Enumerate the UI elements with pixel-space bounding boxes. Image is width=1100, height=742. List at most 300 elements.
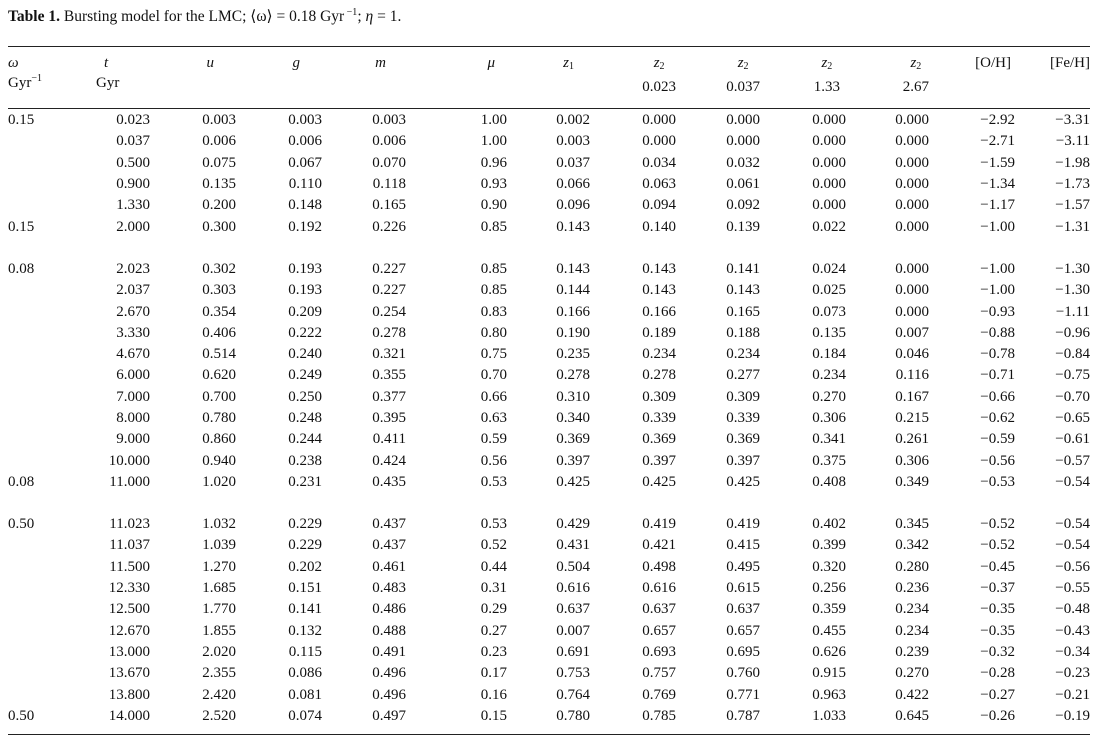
cell-z2b: 0.425 bbox=[726, 473, 760, 490]
cell-z2b: 0.188 bbox=[726, 324, 760, 341]
cell-u: 1.855 bbox=[202, 622, 236, 639]
cell-z1: 0.166 bbox=[556, 303, 590, 320]
cell-oh: −1.00 bbox=[980, 218, 1015, 235]
cell-z1: 0.637 bbox=[556, 601, 590, 618]
cell-u: 0.003 bbox=[202, 112, 236, 129]
caption-label: Table 1. bbox=[8, 8, 60, 25]
cell-feh: −0.75 bbox=[1055, 367, 1090, 384]
cell-z2b: 0.495 bbox=[726, 558, 760, 575]
cell-u: 1.685 bbox=[202, 580, 236, 597]
cell-oh: −1.59 bbox=[980, 154, 1015, 171]
table-row bbox=[8, 578, 1090, 599]
cell-m: 0.278 bbox=[372, 324, 406, 341]
cell-u: 1.032 bbox=[202, 516, 236, 533]
cell-t: 0.037 bbox=[116, 133, 150, 150]
cell-t: 13.000 bbox=[108, 643, 150, 660]
cell-z1: 0.431 bbox=[556, 537, 590, 554]
cell-t: 11.000 bbox=[109, 473, 150, 490]
caption-text-c: = 1. bbox=[373, 8, 402, 25]
cell-feh: −0.54 bbox=[1055, 473, 1090, 490]
cell-t: 4.670 bbox=[116, 346, 150, 363]
cell-z2c: 0.375 bbox=[812, 452, 846, 469]
cell-m: 0.437 bbox=[372, 537, 406, 554]
cell-z2b: 0.000 bbox=[726, 112, 760, 129]
cell-z2b: 0.092 bbox=[726, 197, 760, 214]
cell-z1: 0.340 bbox=[556, 410, 590, 426]
col-header-feh: [Fe/H] bbox=[1050, 55, 1090, 71]
cell-omega bbox=[8, 174, 96, 195]
cell-u: 0.200 bbox=[202, 197, 236, 214]
cell-z2d: 0.234 bbox=[895, 622, 929, 639]
cell-g: 0.222 bbox=[288, 324, 322, 341]
cell-m: 0.496 bbox=[372, 686, 406, 703]
table-row bbox=[8, 153, 1090, 174]
cell-oh: −0.78 bbox=[980, 346, 1015, 363]
cell-z2c: 0.000 bbox=[812, 112, 846, 129]
cell-z2c: 0.256 bbox=[812, 580, 846, 597]
cell-z2c: 0.270 bbox=[812, 388, 846, 405]
cell-m: 0.395 bbox=[372, 410, 406, 426]
cell-z2d: 0.046 bbox=[895, 346, 929, 363]
cell-t: 9.000 bbox=[116, 431, 150, 448]
cell-u: 0.354 bbox=[202, 303, 236, 320]
cell-z2b: 0.787 bbox=[726, 707, 760, 724]
cell-omega bbox=[8, 429, 96, 450]
cell-z2a: 0.616 bbox=[642, 580, 676, 597]
cell-z2c: 0.402 bbox=[812, 516, 846, 533]
cell-z1: 0.235 bbox=[556, 346, 590, 363]
cell-z2a: 0.034 bbox=[642, 154, 676, 171]
cell-z2c: 0.184 bbox=[812, 346, 846, 363]
table-row bbox=[8, 663, 1090, 684]
cell-z2d: 0.000 bbox=[895, 176, 929, 193]
cell-z2a: 0.785 bbox=[642, 707, 676, 724]
cell-oh: −0.35 bbox=[980, 622, 1015, 639]
cell-oh: −1.00 bbox=[980, 260, 1015, 277]
cell-mu: 0.80 bbox=[480, 324, 507, 341]
top-rule bbox=[8, 46, 1090, 47]
cell-t: 2.670 bbox=[116, 303, 150, 320]
cell-mu: 0.66 bbox=[480, 388, 507, 405]
cell-g: 0.244 bbox=[288, 431, 322, 448]
table-row bbox=[8, 450, 1090, 471]
cell-z2a: 0.309 bbox=[642, 388, 676, 405]
cell-m: 0.377 bbox=[372, 388, 406, 405]
cell-z2d: 0.000 bbox=[895, 303, 929, 320]
caption-sup: −1 bbox=[344, 7, 358, 18]
table-row bbox=[8, 706, 1090, 727]
cell-z2c: 0.359 bbox=[812, 601, 846, 618]
cell-m: 0.411 bbox=[372, 431, 406, 448]
cell-omega bbox=[8, 621, 96, 642]
group-spacer-row bbox=[8, 238, 1090, 259]
cell-omega: 0.15 bbox=[8, 112, 35, 129]
cell-omega bbox=[8, 684, 96, 705]
cell-z2a: 0.166 bbox=[642, 303, 676, 320]
cell-oh: −0.66 bbox=[980, 388, 1015, 405]
cell-g: 0.151 bbox=[288, 580, 322, 597]
cell-t: 13.800 bbox=[108, 686, 150, 703]
cell-u: 0.620 bbox=[202, 367, 236, 384]
cell-omega bbox=[8, 450, 96, 471]
cell-t: 1.330 bbox=[116, 197, 150, 214]
col-header-oh: [O/H] bbox=[975, 55, 1011, 71]
cell-z2b: 0.032 bbox=[726, 154, 760, 171]
cell-g: 0.148 bbox=[288, 197, 322, 214]
cell-g: 0.067 bbox=[288, 154, 322, 171]
cell-z2a: 0.189 bbox=[642, 324, 676, 341]
cell-z2d: 0.000 bbox=[895, 133, 929, 150]
cell-mu: 0.56 bbox=[480, 452, 507, 469]
col-header-m: m bbox=[375, 55, 386, 71]
cell-mu: 0.63 bbox=[480, 410, 507, 426]
cell-oh: −0.26 bbox=[980, 707, 1015, 724]
cell-z2c: 0.455 bbox=[812, 622, 846, 639]
group-spacer-row bbox=[8, 493, 1090, 514]
cell-t: 10.000 bbox=[108, 452, 150, 469]
cell-oh: −0.59 bbox=[980, 431, 1015, 448]
cell-z2c: 0.399 bbox=[812, 537, 846, 554]
col-header-z2-a: $z_2$ 0.023 bbox=[642, 55, 676, 95]
cell-z2b: 0.695 bbox=[726, 643, 760, 660]
cell-feh: −0.57 bbox=[1055, 452, 1090, 469]
cell-z2b: 0.139 bbox=[726, 218, 760, 235]
cell-oh: −2.71 bbox=[980, 133, 1015, 150]
cell-t: 2.037 bbox=[116, 282, 150, 299]
cell-m: 0.227 bbox=[372, 260, 406, 277]
cell-oh: −1.34 bbox=[980, 176, 1015, 193]
cell-g: 0.229 bbox=[288, 516, 322, 533]
cell-mu: 0.53 bbox=[480, 516, 507, 533]
cell-z1: 0.143 bbox=[556, 260, 590, 277]
table-row bbox=[8, 110, 1090, 131]
col-header-z1: $z_1$ bbox=[563, 55, 574, 72]
cell-z2a: 0.769 bbox=[642, 686, 676, 703]
cell-mu: 0.85 bbox=[480, 218, 507, 235]
cell-z1: 0.143 bbox=[556, 218, 590, 235]
cell-z1: 0.002 bbox=[556, 112, 590, 129]
table-caption bbox=[8, 6, 401, 28]
cell-t: 6.000 bbox=[116, 367, 150, 384]
cell-z2b: 0.657 bbox=[726, 622, 760, 639]
cell-feh: −0.55 bbox=[1055, 580, 1090, 597]
cell-mu: 0.85 bbox=[480, 260, 507, 277]
cell-omega bbox=[8, 599, 96, 620]
cell-g: 0.115 bbox=[288, 643, 322, 660]
col-header-g: g bbox=[292, 55, 300, 71]
cell-z2b: 0.760 bbox=[726, 665, 760, 682]
cell-omega bbox=[8, 344, 96, 365]
cell-z2c: 0.234 bbox=[812, 367, 846, 384]
table-row bbox=[8, 472, 1090, 493]
cell-z2c: 0.320 bbox=[812, 558, 846, 575]
cell-feh: −1.57 bbox=[1055, 197, 1090, 214]
cell-mu: 0.15 bbox=[480, 707, 507, 724]
cell-mu: 1.00 bbox=[480, 112, 507, 129]
table-row bbox=[8, 621, 1090, 642]
cell-t: 11.037 bbox=[109, 537, 150, 554]
cell-z2b: 0.415 bbox=[726, 537, 760, 554]
cell-feh: −0.54 bbox=[1055, 516, 1090, 533]
table-row bbox=[8, 365, 1090, 386]
cell-oh: −0.93 bbox=[980, 303, 1015, 320]
cell-mu: 0.59 bbox=[480, 431, 507, 448]
cell-z2b: 0.141 bbox=[726, 260, 760, 277]
cell-feh: −1.73 bbox=[1055, 176, 1090, 193]
cell-omega bbox=[8, 301, 96, 322]
cell-z2b: 0.771 bbox=[726, 686, 760, 703]
cell-z2d: 0.306 bbox=[895, 452, 929, 469]
cell-m: 0.003 bbox=[372, 112, 406, 129]
cell-m: 0.437 bbox=[372, 516, 406, 533]
cell-z1: 0.753 bbox=[556, 665, 590, 682]
cell-g: 0.006 bbox=[288, 133, 322, 150]
cell-z2a: 0.234 bbox=[642, 346, 676, 363]
cell-z2b: 0.615 bbox=[726, 580, 760, 597]
cell-z2a: 0.094 bbox=[642, 197, 676, 214]
cell-z1: 0.190 bbox=[556, 324, 590, 341]
col-header-u: u bbox=[206, 55, 214, 71]
table-row bbox=[8, 280, 1090, 301]
cell-mu: 0.90 bbox=[480, 197, 507, 214]
cell-omega bbox=[8, 557, 96, 578]
cell-feh: −0.65 bbox=[1055, 410, 1090, 426]
cell-z1: 0.310 bbox=[556, 388, 590, 405]
cell-feh: −0.21 bbox=[1055, 686, 1090, 703]
cell-u: 0.302 bbox=[202, 260, 236, 277]
table-body bbox=[8, 110, 1090, 727]
table-row bbox=[8, 323, 1090, 344]
cell-z2c: 0.000 bbox=[812, 176, 846, 193]
cell-z2b: 0.277 bbox=[726, 367, 760, 384]
cell-omega bbox=[8, 365, 96, 386]
cell-omega bbox=[8, 280, 96, 301]
cell-oh: −0.88 bbox=[980, 324, 1015, 341]
cell-feh: −1.11 bbox=[1055, 303, 1090, 320]
cell-m: 0.435 bbox=[372, 473, 406, 490]
cell-z2d: 0.007 bbox=[895, 324, 929, 341]
cell-z2a: 0.397 bbox=[642, 452, 676, 469]
table-row bbox=[8, 557, 1090, 578]
cell-mu: 0.52 bbox=[480, 537, 507, 554]
cell-z2d: 0.280 bbox=[895, 558, 929, 575]
cell-t: 12.500 bbox=[108, 601, 150, 618]
cell-t: 7.000 bbox=[116, 388, 150, 405]
cell-m: 0.355 bbox=[372, 367, 406, 384]
cell-z2d: 0.645 bbox=[895, 707, 929, 724]
col-header-z2-d: $z_2$ 2.67 bbox=[902, 55, 929, 95]
cell-t: 0.500 bbox=[116, 154, 150, 171]
cell-u: 0.940 bbox=[202, 452, 236, 469]
cell-m: 0.165 bbox=[372, 197, 406, 214]
cell-z1: 0.616 bbox=[556, 580, 590, 597]
spacer-cell bbox=[8, 493, 1090, 514]
table-row bbox=[8, 514, 1090, 535]
cell-z2d: 0.270 bbox=[895, 665, 929, 682]
cell-oh: −0.56 bbox=[980, 452, 1015, 469]
cell-g: 0.081 bbox=[288, 686, 322, 703]
cell-z2b: 0.369 bbox=[726, 431, 760, 448]
cell-mu: 0.16 bbox=[480, 686, 507, 703]
cell-m: 0.254 bbox=[372, 303, 406, 320]
cell-feh: −0.34 bbox=[1055, 643, 1090, 660]
cell-u: 0.006 bbox=[202, 133, 236, 150]
cell-z2c: 0.963 bbox=[812, 686, 846, 703]
cell-u: 2.355 bbox=[202, 665, 236, 682]
cell-u: 0.300 bbox=[202, 218, 236, 235]
col-header-t: t Gyr bbox=[96, 55, 120, 91]
cell-t: 0.900 bbox=[116, 176, 150, 193]
cell-feh: −0.54 bbox=[1055, 537, 1090, 554]
cell-z2a: 0.657 bbox=[642, 622, 676, 639]
cell-z2b: 0.143 bbox=[726, 282, 760, 299]
cell-t: 13.670 bbox=[108, 665, 150, 682]
cell-g: 0.086 bbox=[288, 665, 322, 682]
cell-mu: 0.53 bbox=[480, 473, 507, 490]
cell-omega: 0.50 bbox=[8, 516, 35, 533]
col-header-omega: ω Gyr$^{-1}$ bbox=[8, 55, 42, 91]
cell-z2d: 0.215 bbox=[895, 410, 929, 426]
cell-z2d: 0.239 bbox=[895, 643, 929, 660]
cell-z2a: 0.339 bbox=[642, 410, 676, 426]
cell-z2d: 0.000 bbox=[895, 282, 929, 299]
cell-z2b: 0.339 bbox=[726, 410, 760, 426]
cell-z2c: 0.341 bbox=[812, 431, 846, 448]
cell-m: 0.424 bbox=[372, 452, 406, 469]
cell-z2d: 0.000 bbox=[895, 197, 929, 214]
cell-z1: 0.429 bbox=[556, 516, 590, 533]
cell-z2a: 0.498 bbox=[642, 558, 676, 575]
cell-omega bbox=[8, 195, 96, 216]
cell-feh: −0.23 bbox=[1055, 665, 1090, 682]
cell-t: 12.330 bbox=[108, 580, 150, 597]
cell-z2b: 0.165 bbox=[726, 303, 760, 320]
cell-g: 0.240 bbox=[288, 346, 322, 363]
cell-z2c: 0.000 bbox=[812, 133, 846, 150]
cell-z1: 0.425 bbox=[556, 473, 590, 490]
cell-z2a: 0.369 bbox=[642, 431, 676, 448]
cell-g: 0.110 bbox=[288, 176, 322, 193]
cell-z2d: 0.000 bbox=[895, 218, 929, 235]
cell-z2a: 0.140 bbox=[642, 218, 676, 235]
cell-mu: 0.17 bbox=[480, 665, 507, 682]
cell-feh: −1.30 bbox=[1055, 282, 1090, 299]
cell-mu: 0.75 bbox=[480, 346, 507, 363]
cell-g: 0.209 bbox=[288, 303, 322, 320]
table-row bbox=[8, 387, 1090, 408]
cell-feh: −0.56 bbox=[1055, 558, 1090, 575]
cell-z2d: 0.234 bbox=[895, 601, 929, 618]
cell-m: 0.227 bbox=[372, 282, 406, 299]
caption-eta: η bbox=[365, 8, 374, 25]
cell-m: 0.488 bbox=[372, 622, 406, 639]
cell-g: 0.238 bbox=[288, 452, 322, 469]
cell-z2a: 0.063 bbox=[642, 176, 676, 193]
cell-feh: −0.84 bbox=[1055, 346, 1090, 363]
cell-z2c: 1.033 bbox=[812, 707, 846, 724]
cell-z2a: 0.637 bbox=[642, 601, 676, 618]
cell-mu: 0.23 bbox=[480, 643, 507, 660]
cell-g: 0.250 bbox=[288, 388, 322, 405]
cell-z2b: 0.234 bbox=[726, 346, 760, 363]
cell-feh: −3.11 bbox=[1055, 133, 1090, 150]
cell-g: 0.193 bbox=[288, 282, 322, 299]
cell-oh: −0.32 bbox=[980, 643, 1015, 660]
cell-u: 0.700 bbox=[202, 388, 236, 405]
cell-t: 3.330 bbox=[116, 324, 150, 341]
cell-mu: 1.00 bbox=[480, 133, 507, 150]
cell-u: 2.420 bbox=[202, 686, 236, 703]
cell-mu: 0.93 bbox=[480, 176, 507, 193]
header-row bbox=[8, 49, 1090, 110]
cell-oh: −0.62 bbox=[980, 410, 1015, 426]
cell-u: 0.075 bbox=[202, 154, 236, 171]
table-row bbox=[8, 216, 1090, 237]
cell-omega bbox=[8, 642, 96, 663]
cell-z2a: 0.143 bbox=[642, 282, 676, 299]
table-row bbox=[8, 429, 1090, 450]
cell-z1: 0.066 bbox=[556, 176, 590, 193]
cell-z2d: 0.349 bbox=[895, 473, 929, 490]
cell-z2a: 0.425 bbox=[642, 473, 676, 490]
cell-omega: 0.08 bbox=[8, 260, 35, 277]
cell-z1: 0.780 bbox=[556, 707, 590, 724]
caption-text-a: Bursting model for the LMC; ⟨ω⟩ = 0.18 Gyr bbox=[59, 8, 345, 25]
cell-z2b: 0.061 bbox=[726, 176, 760, 193]
cell-z1: 0.764 bbox=[556, 686, 590, 703]
cell-z2c: 0.073 bbox=[812, 303, 846, 320]
cell-z2a: 0.419 bbox=[642, 516, 676, 533]
cell-feh: −0.96 bbox=[1055, 324, 1090, 341]
cell-z2b: 0.637 bbox=[726, 601, 760, 618]
cell-g: 0.193 bbox=[288, 260, 322, 277]
bottom-rule bbox=[8, 734, 1090, 735]
cell-oh: −0.45 bbox=[980, 558, 1015, 575]
table-row bbox=[8, 344, 1090, 365]
cell-u: 2.020 bbox=[202, 643, 236, 660]
cell-feh: −1.98 bbox=[1055, 154, 1090, 171]
cell-z2d: 0.345 bbox=[895, 516, 929, 533]
spacer-cell bbox=[8, 238, 1090, 259]
cell-oh: −0.53 bbox=[980, 473, 1015, 490]
cell-u: 1.270 bbox=[202, 558, 236, 575]
cell-z2a: 0.278 bbox=[642, 367, 676, 384]
col-header-z2-b: $z_2$ 0.037 bbox=[726, 55, 760, 95]
cell-z2c: 0.915 bbox=[812, 665, 846, 682]
cell-z2a: 0.143 bbox=[642, 260, 676, 277]
cell-feh: −3.31 bbox=[1055, 112, 1090, 129]
cell-z2d: 0.236 bbox=[895, 580, 929, 597]
cell-oh: −0.28 bbox=[980, 665, 1015, 682]
cell-m: 0.483 bbox=[372, 580, 406, 597]
cell-mu: 0.44 bbox=[480, 558, 507, 575]
cell-u: 1.039 bbox=[202, 537, 236, 554]
cell-u: 0.514 bbox=[202, 346, 236, 363]
table-row bbox=[8, 195, 1090, 216]
cell-u: 0.406 bbox=[202, 324, 236, 341]
cell-m: 0.491 bbox=[372, 643, 406, 660]
cell-z2b: 0.000 bbox=[726, 133, 760, 150]
cell-omega bbox=[8, 153, 96, 174]
cell-z1: 0.007 bbox=[556, 622, 590, 639]
cell-oh: −2.92 bbox=[980, 112, 1015, 129]
cell-t: 2.000 bbox=[116, 218, 150, 235]
cell-t: 14.000 bbox=[108, 707, 150, 724]
cell-omega bbox=[8, 131, 96, 152]
cell-z1: 0.278 bbox=[556, 367, 590, 384]
cell-m: 0.497 bbox=[372, 707, 406, 724]
cell-z1: 0.369 bbox=[556, 431, 590, 448]
